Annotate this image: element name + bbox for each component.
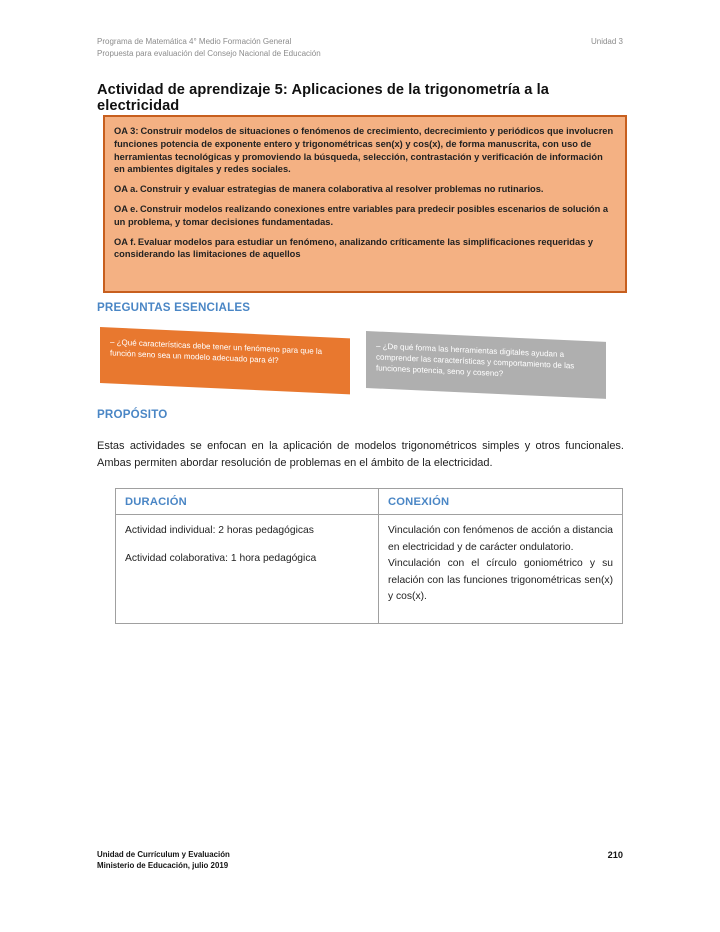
objective-oa-a: [114, 183, 615, 196]
footer-unit-line: Unidad de Currículum y Evaluación: [97, 850, 230, 859]
page-title: Actividad de aprendizaje 5: Aplicaciones de la trigonometría a la electricidad: [97, 82, 550, 114]
connection-cell: [379, 515, 623, 624]
table-header-row: [116, 489, 623, 515]
header-program-line: Programa de Matemática 4° Medio Formación General: [97, 37, 292, 46]
learning-objectives-box: [103, 115, 627, 293]
objective-oa-f-text: Evaluar modelos para estudiar un fenómeno, analizando críticamente las simplificaciones requeridas y considerando las limitaciones de aquellos: [114, 236, 594, 260]
question-callout-gray: – ¿De qué forma las herramientas digitales ayudan a comprender las características y comportamiento de las funciones potencia, seno y coseno?: [366, 331, 606, 399]
objective-oa-e-label: OA e.: [114, 203, 138, 214]
footer-ministry-line: Ministerio de Educación, julio 2019: [97, 860, 229, 870]
duration-individual: Actividad individual: 2 horas pedagógicas: [125, 525, 314, 536]
page-number: 210: [607, 850, 623, 860]
purpose-heading: PROPÓSITO: [97, 408, 168, 421]
objective-oa3: [114, 125, 615, 176]
objective-oa-f: [114, 236, 615, 262]
duration-collaborative: Actividad colaborativa: 1 hora pedagógica: [125, 552, 317, 564]
essential-questions-row: [100, 327, 623, 388]
objective-oa-a-label: OA a.: [114, 184, 138, 195]
table-row: [116, 515, 623, 624]
connection-phenomena: Vinculación con fenómenos de acción a distancia en electricidad y de carácter ondulatorio.: [388, 525, 613, 553]
objective-oa-e: [114, 203, 615, 229]
connection-goniometric: Vinculación con el círculo goniométrico y su relación con las funciones trigonométricas sen(x) y cos(x).: [388, 558, 613, 602]
footer-left: [97, 850, 230, 872]
objective-oa3-text: Construir modelos de situaciones o fenómenos de crecimiento, decrecimiento y periódicos que involucren funciones potencia de exponente entero y trigonométricas sen(x) y cos(x), de forma manuscrita, con uso de herramientas tecnológicas y promoviendo la búsqueda, selección, contrastación y verificación de información en ambientes digitales y redes sociales.: [114, 126, 614, 175]
essential-questions-heading: PREGUNTAS ESENCIALES: [97, 301, 251, 314]
question-callout-orange: – ¿Qué características debe tener un fenómeno para que la función seno sea un modelo adecuado para él?: [100, 327, 350, 394]
running-header: [97, 36, 623, 59]
duration-connection-table: [115, 488, 623, 624]
objective-oa-f-label: OA f.: [114, 236, 136, 247]
header-proposal-line: Propuesta para evaluación del Consejo Nacional de Educación: [97, 48, 321, 58]
table-header-connection: CONEXIÓN: [379, 489, 623, 515]
header-unit-label: Unidad 3: [590, 37, 623, 46]
duration-cell: [116, 515, 379, 624]
purpose-paragraph: Estas actividades se enfocan en la aplicación de modelos trigonométricos simples y otros funcionales. Ambas permiten abordar resolución de problemas en el ámbito de la electricidad.: [97, 440, 624, 469]
running-footer: [97, 850, 623, 872]
table-header-duration: DURACIÓN: [116, 489, 379, 515]
objective-oa3-label: OA 3:: [114, 126, 139, 136]
objective-oa-a-text: Construir y evaluar estrategias de manera colaborativa al resolver problemas no rutinarios.: [139, 184, 544, 195]
objective-oa-e-text: Construir modelos realizando conexiones entre variables para predecir posibles escenarios de solución a un problema, y tomar decisiones fundamentadas.: [114, 203, 609, 227]
header-left: [97, 36, 321, 59]
